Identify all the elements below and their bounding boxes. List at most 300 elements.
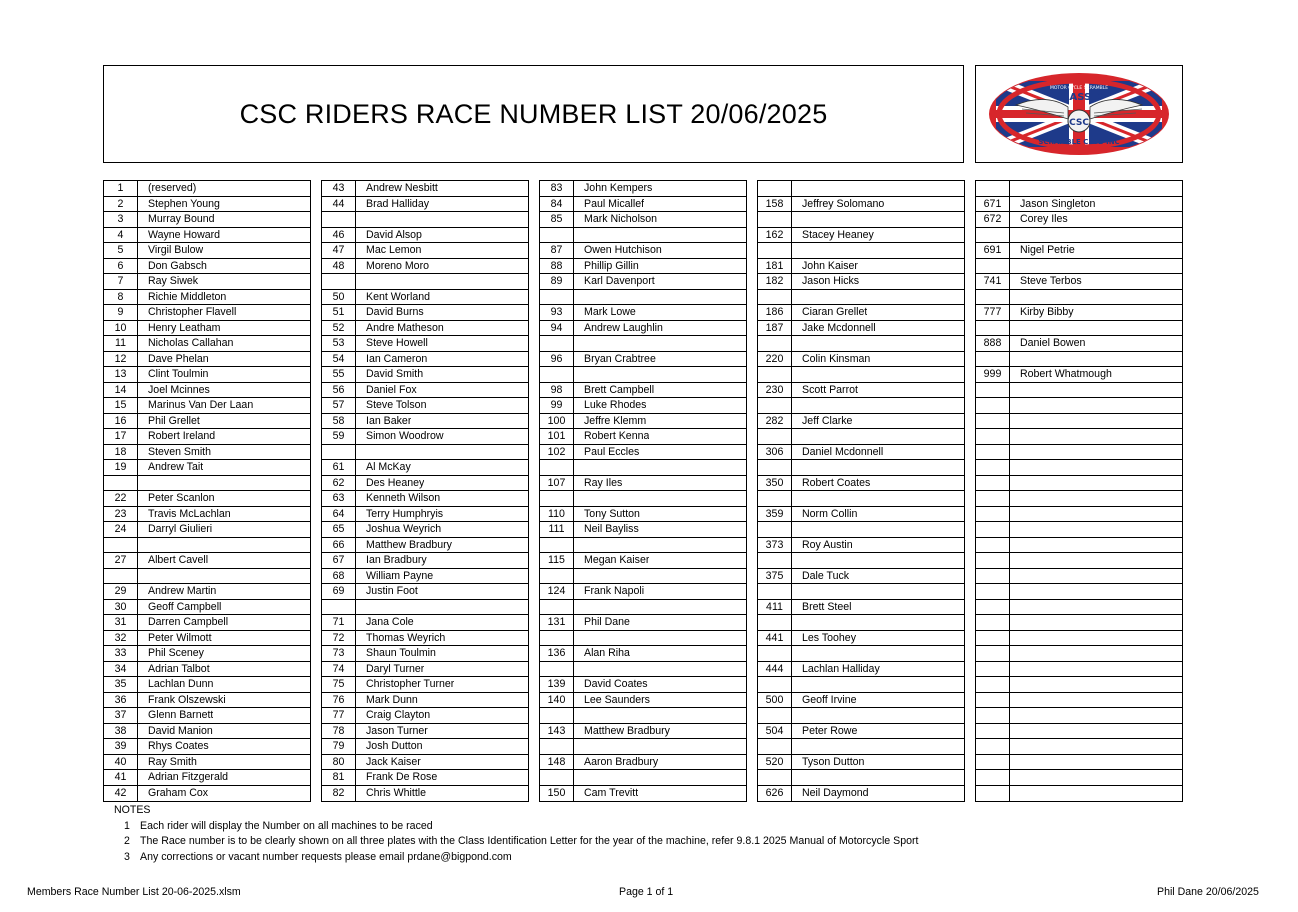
rider-name: Brett Campbell [584, 383, 655, 396]
rider-name: Frank De Rose [366, 771, 438, 783]
race-number [758, 460, 792, 475]
rider-name [574, 770, 584, 785]
rider-name: Ray Iles [584, 476, 623, 489]
race-number: 140 [540, 693, 574, 708]
table-row [976, 724, 1182, 740]
race-number [540, 491, 574, 506]
rider-name [574, 367, 584, 382]
race-number [322, 212, 356, 227]
logo-box [975, 65, 1183, 163]
rider-name: Nicholas Callahan [148, 337, 234, 349]
rider-name [574, 631, 584, 646]
rider-name: (reserved) [148, 182, 197, 194]
rider-name [1010, 708, 1020, 723]
table-row [322, 786, 528, 802]
race-number: 55 [322, 367, 356, 382]
rider-name: John Kaiser [802, 259, 858, 272]
table-row [540, 414, 746, 430]
table-row [322, 615, 528, 631]
race-number: 101 [540, 429, 574, 444]
table-row [758, 631, 964, 647]
rider-name [792, 367, 802, 382]
race-number: 15 [104, 398, 138, 413]
race-number: 111 [540, 522, 574, 537]
table-row [758, 259, 964, 275]
rider-name [792, 429, 802, 444]
table-row [540, 290, 746, 306]
rider-name [1010, 553, 1020, 568]
rider-name: Steve Tolson [366, 399, 427, 411]
table-row [758, 352, 964, 368]
race-number [758, 708, 792, 723]
rider-name [574, 569, 584, 584]
table-row [104, 212, 310, 228]
table-row [104, 383, 310, 399]
rider-name [1010, 290, 1020, 305]
race-number [758, 181, 792, 196]
race-number: 41 [104, 770, 138, 785]
table-row [758, 507, 964, 523]
note-text: Each rider will display the Number on all machines to be raced [140, 819, 433, 832]
rider-name: David Burns [366, 306, 424, 318]
rider-name: Bryan Crabtree [584, 352, 656, 365]
race-number: 54 [322, 352, 356, 367]
table-row [540, 538, 746, 554]
rider-name: Joel Mcinnes [148, 383, 210, 396]
table-row [322, 724, 528, 740]
race-number [540, 569, 574, 584]
rider-name: David Smith [366, 368, 424, 380]
rider-name: Mac Lemon [366, 244, 422, 256]
race-number: 89 [540, 274, 574, 289]
race-number [976, 507, 1010, 522]
race-number: 220 [758, 352, 792, 367]
race-number: 136 [540, 646, 574, 661]
rider-name: Phil Grellet [148, 414, 200, 427]
table-row [540, 708, 746, 724]
table-row [322, 522, 528, 538]
rider-name [1010, 693, 1020, 708]
race-number: 110 [540, 507, 574, 522]
table-row [104, 538, 310, 554]
rider-name: Terry Humphryis [366, 507, 444, 520]
race-number [540, 708, 574, 723]
race-number: 2 [104, 197, 138, 212]
table-row [976, 755, 1182, 771]
table-row [976, 197, 1182, 213]
race-number: 306 [758, 445, 792, 460]
race-number [758, 739, 792, 754]
race-number [540, 600, 574, 615]
race-number: 52 [322, 321, 356, 336]
table-row [976, 398, 1182, 414]
race-number: 46 [322, 228, 356, 243]
race-number: 741 [976, 274, 1010, 289]
table-row [540, 615, 746, 631]
table-row [976, 274, 1182, 290]
table-row [104, 243, 310, 259]
table-row [322, 383, 528, 399]
rider-name [792, 491, 802, 506]
table-row [540, 476, 746, 492]
notes-heading: NOTES [114, 804, 151, 816]
rider-name: Don Gabsch [148, 259, 207, 272]
rider-name: Clint Toulmin [148, 368, 209, 380]
race-number [976, 677, 1010, 692]
table-row [976, 677, 1182, 693]
table-row [976, 662, 1182, 678]
rider-name: Virgil Bulow [148, 244, 204, 256]
rider-name [574, 600, 584, 615]
race-number: 14 [104, 383, 138, 398]
table-row [758, 615, 964, 631]
race-number: 24 [104, 522, 138, 537]
race-number: 69 [322, 584, 356, 599]
rider-name [1010, 646, 1020, 661]
table-row [104, 708, 310, 724]
race-number: 5 [104, 243, 138, 258]
table-row [976, 600, 1182, 616]
table-row [758, 383, 964, 399]
table-row [322, 476, 528, 492]
rider-name [1010, 259, 1020, 274]
rider-name: Robert Coates [802, 476, 871, 489]
race-number: 11 [104, 336, 138, 351]
race-number: 42 [104, 786, 138, 802]
table-row [104, 615, 310, 631]
race-number: 72 [322, 631, 356, 646]
race-number: 4 [104, 228, 138, 243]
note-number: 3 [124, 850, 130, 863]
race-number: 9 [104, 305, 138, 320]
rider-name: Daryl Turner [366, 662, 425, 675]
race-number [976, 398, 1010, 413]
rider-name: Andre Matheson [366, 321, 444, 334]
race-number: 88 [540, 259, 574, 274]
table-row [976, 507, 1182, 523]
race-number: 1 [104, 181, 138, 196]
rider-name: Graham Cox [148, 786, 209, 799]
race-number: 282 [758, 414, 792, 429]
race-number: 47 [322, 243, 356, 258]
table-row [322, 584, 528, 600]
logo-arc-text: MOTOR CYCLE SCRAMBLE [1049, 86, 1109, 91]
race-number [758, 770, 792, 785]
rider-name: Glenn Barnett [148, 709, 214, 721]
race-number: 61 [322, 460, 356, 475]
race-number: 94 [540, 321, 574, 336]
race-number: 124 [540, 584, 574, 599]
race-number: 3 [104, 212, 138, 227]
rider-name [356, 274, 366, 289]
race-number: 18 [104, 445, 138, 460]
race-number: 27 [104, 553, 138, 568]
table-row [104, 646, 310, 662]
rider-name: Moreno Moro [366, 259, 429, 272]
rider-name [138, 569, 148, 584]
race-number: 691 [976, 243, 1010, 258]
table-row [322, 274, 528, 290]
rider-name [1010, 569, 1020, 584]
logo-top-text: CLASSIC [1055, 92, 1103, 103]
rider-name [1010, 181, 1020, 196]
race-number: 504 [758, 724, 792, 739]
race-number: 158 [758, 197, 792, 212]
race-number: 38 [104, 724, 138, 739]
table-row [976, 476, 1182, 492]
rider-name: David Manion [148, 724, 213, 737]
table-row [540, 646, 746, 662]
race-number [758, 212, 792, 227]
title-box [103, 65, 964, 163]
table-row [322, 491, 528, 507]
rider-name [1010, 445, 1020, 460]
rider-name: Rhys Coates [148, 740, 209, 752]
race-number: 68 [322, 569, 356, 584]
table-row [322, 662, 528, 678]
race-number: 66 [322, 538, 356, 553]
table-row [322, 460, 528, 476]
rider-name [1010, 584, 1020, 599]
race-number: 85 [540, 212, 574, 227]
race-number: 777 [976, 305, 1010, 320]
table-row [540, 367, 746, 383]
rider-name: Luke Rhodes [584, 399, 647, 411]
number-column-2 [321, 180, 529, 802]
table-row [976, 460, 1182, 476]
race-number: 888 [976, 336, 1010, 351]
table-row [758, 212, 964, 228]
table-row [104, 429, 310, 445]
table-row [758, 584, 964, 600]
rider-name [792, 646, 802, 661]
race-number: 17 [104, 429, 138, 444]
table-row [104, 755, 310, 771]
race-number: 58 [322, 414, 356, 429]
race-number [976, 600, 1010, 615]
table-row [758, 755, 964, 771]
rider-name [1010, 228, 1020, 243]
rider-name: David Alsop [366, 228, 422, 241]
rider-name: Paul Eccles [584, 445, 640, 458]
table-row [976, 646, 1182, 662]
rider-name: Jason Singleton [1020, 197, 1096, 210]
rider-name: Peter Wilmott [148, 631, 212, 644]
table-row [540, 383, 746, 399]
rider-name: Jason Hicks [802, 275, 860, 287]
rider-name [792, 677, 802, 692]
table-row [322, 212, 528, 228]
rider-name [1010, 476, 1020, 491]
race-number [976, 662, 1010, 677]
rider-name: Roy Austin [802, 538, 853, 551]
race-number: 56 [322, 383, 356, 398]
rider-name: Darryl Giulieri [148, 523, 213, 535]
table-row [758, 553, 964, 569]
race-number: 67 [322, 553, 356, 568]
table-row [322, 569, 528, 585]
table-row [976, 414, 1182, 430]
table-row [104, 491, 310, 507]
note-text: The Race number is to be clearly shown on all three plates with the Class Identification Letter for the year of the machine, refer 9.8.1 2025 Manual of Motorcycle Sport [140, 835, 919, 847]
race-number: 181 [758, 259, 792, 274]
race-number [540, 336, 574, 351]
table-row [104, 677, 310, 693]
race-number [976, 615, 1010, 630]
race-number [976, 181, 1010, 196]
race-number: 83 [540, 181, 574, 196]
race-number [758, 429, 792, 444]
rider-name: Albert Cavell [148, 554, 209, 566]
rider-name [1010, 460, 1020, 475]
table-row [976, 584, 1182, 600]
table-row [540, 460, 746, 476]
race-number [540, 739, 574, 754]
table-row [322, 352, 528, 368]
table-row [758, 569, 964, 585]
rider-name: Brad Halliday [366, 197, 430, 210]
rider-name: Karl Davenport [584, 275, 655, 287]
rider-name [1010, 724, 1020, 739]
table-row [758, 243, 964, 259]
race-number: 411 [758, 600, 792, 615]
table-row [104, 367, 310, 383]
table-row [976, 336, 1182, 352]
rider-name: Colin Kinsman [802, 352, 871, 365]
rider-name [792, 739, 802, 754]
race-number [540, 367, 574, 382]
table-row [976, 693, 1182, 709]
rider-name [792, 398, 802, 413]
table-row [104, 398, 310, 414]
table-row [540, 786, 746, 802]
race-number: 76 [322, 693, 356, 708]
rider-name [574, 336, 584, 351]
race-number: 31 [104, 615, 138, 630]
race-number [976, 460, 1010, 475]
table-row [104, 305, 310, 321]
table-row [104, 693, 310, 709]
rider-name [1010, 522, 1020, 537]
table-row [104, 181, 310, 197]
rider-name [792, 584, 802, 599]
race-number [976, 584, 1010, 599]
table-row [976, 290, 1182, 306]
rider-name [792, 181, 802, 196]
rider-name: David Coates [584, 678, 648, 690]
table-row [758, 786, 964, 802]
race-number: 79 [322, 739, 356, 754]
table-row [976, 553, 1182, 569]
table-row [540, 770, 746, 786]
table-row [540, 181, 746, 197]
rider-name [792, 553, 802, 568]
table-row [758, 693, 964, 709]
table-row [758, 398, 964, 414]
race-number: 359 [758, 507, 792, 522]
rider-name [1010, 429, 1020, 444]
table-row [322, 553, 528, 569]
race-number [540, 631, 574, 646]
table-row [322, 538, 528, 554]
club-logo [986, 71, 1172, 157]
notes-section [114, 803, 918, 865]
rider-name [1010, 600, 1020, 615]
rider-name: Robert Ireland [148, 430, 216, 442]
rider-name: Daniel Bowen [1020, 337, 1086, 349]
race-number: 32 [104, 631, 138, 646]
rider-name: Tyson Dutton [802, 755, 865, 768]
race-number [976, 646, 1010, 661]
rider-name [1010, 491, 1020, 506]
rider-name: Henry Leatham [148, 321, 221, 334]
table-row [540, 197, 746, 213]
rider-name: Jeffrey Solomano [802, 197, 885, 210]
rider-name: Chris Whittle [366, 786, 427, 799]
table-row [758, 646, 964, 662]
rider-name [356, 445, 366, 460]
footer-author-date: Phil Dane 20/06/2025 [1157, 886, 1259, 898]
rider-name: Matthew Bradbury [366, 538, 452, 551]
number-column-4 [757, 180, 965, 802]
race-number [758, 290, 792, 305]
table-row [322, 631, 528, 647]
rider-name [792, 522, 802, 537]
race-number [976, 553, 1010, 568]
table-row [104, 553, 310, 569]
rider-name: Phil Sceney [148, 647, 204, 659]
table-row [104, 259, 310, 275]
rider-name: Dale Tuck [802, 569, 850, 582]
race-number: 100 [540, 414, 574, 429]
rider-name: Mark Lowe [584, 306, 636, 318]
rider-name: Ray Smith [148, 755, 197, 768]
race-number [976, 708, 1010, 723]
rider-name: Mark Dunn [366, 693, 418, 706]
rider-name: Scott Parrot [802, 383, 858, 396]
table-row [322, 367, 528, 383]
table-row [976, 569, 1182, 585]
rider-name: Lachlan Dunn [148, 678, 214, 690]
rider-name: Al McKay [366, 461, 411, 473]
rider-name: Jeff Clarke [802, 414, 853, 427]
race-number: 71 [322, 615, 356, 630]
table-row [758, 305, 964, 321]
rider-name: Kent Worland [366, 290, 430, 303]
race-number [540, 662, 574, 677]
rider-name [1010, 786, 1020, 802]
note-item [114, 819, 918, 835]
race-number [104, 538, 138, 553]
race-number: 186 [758, 305, 792, 320]
rider-name: Robert Whatmough [1020, 368, 1112, 380]
table-row [104, 321, 310, 337]
rider-name: Neil Daymond [802, 786, 869, 799]
rider-name [1010, 739, 1020, 754]
race-number [322, 445, 356, 460]
rider-name: Christopher Flavell [148, 306, 237, 318]
table-row [322, 677, 528, 693]
note-number: 1 [124, 819, 130, 832]
rider-name: Peter Scanlon [148, 492, 215, 504]
race-number [976, 352, 1010, 367]
rider-name: Phil Dane [584, 616, 630, 628]
race-number [540, 460, 574, 475]
table-row [976, 615, 1182, 631]
race-number: 62 [322, 476, 356, 491]
race-number: 500 [758, 693, 792, 708]
table-row [758, 600, 964, 616]
